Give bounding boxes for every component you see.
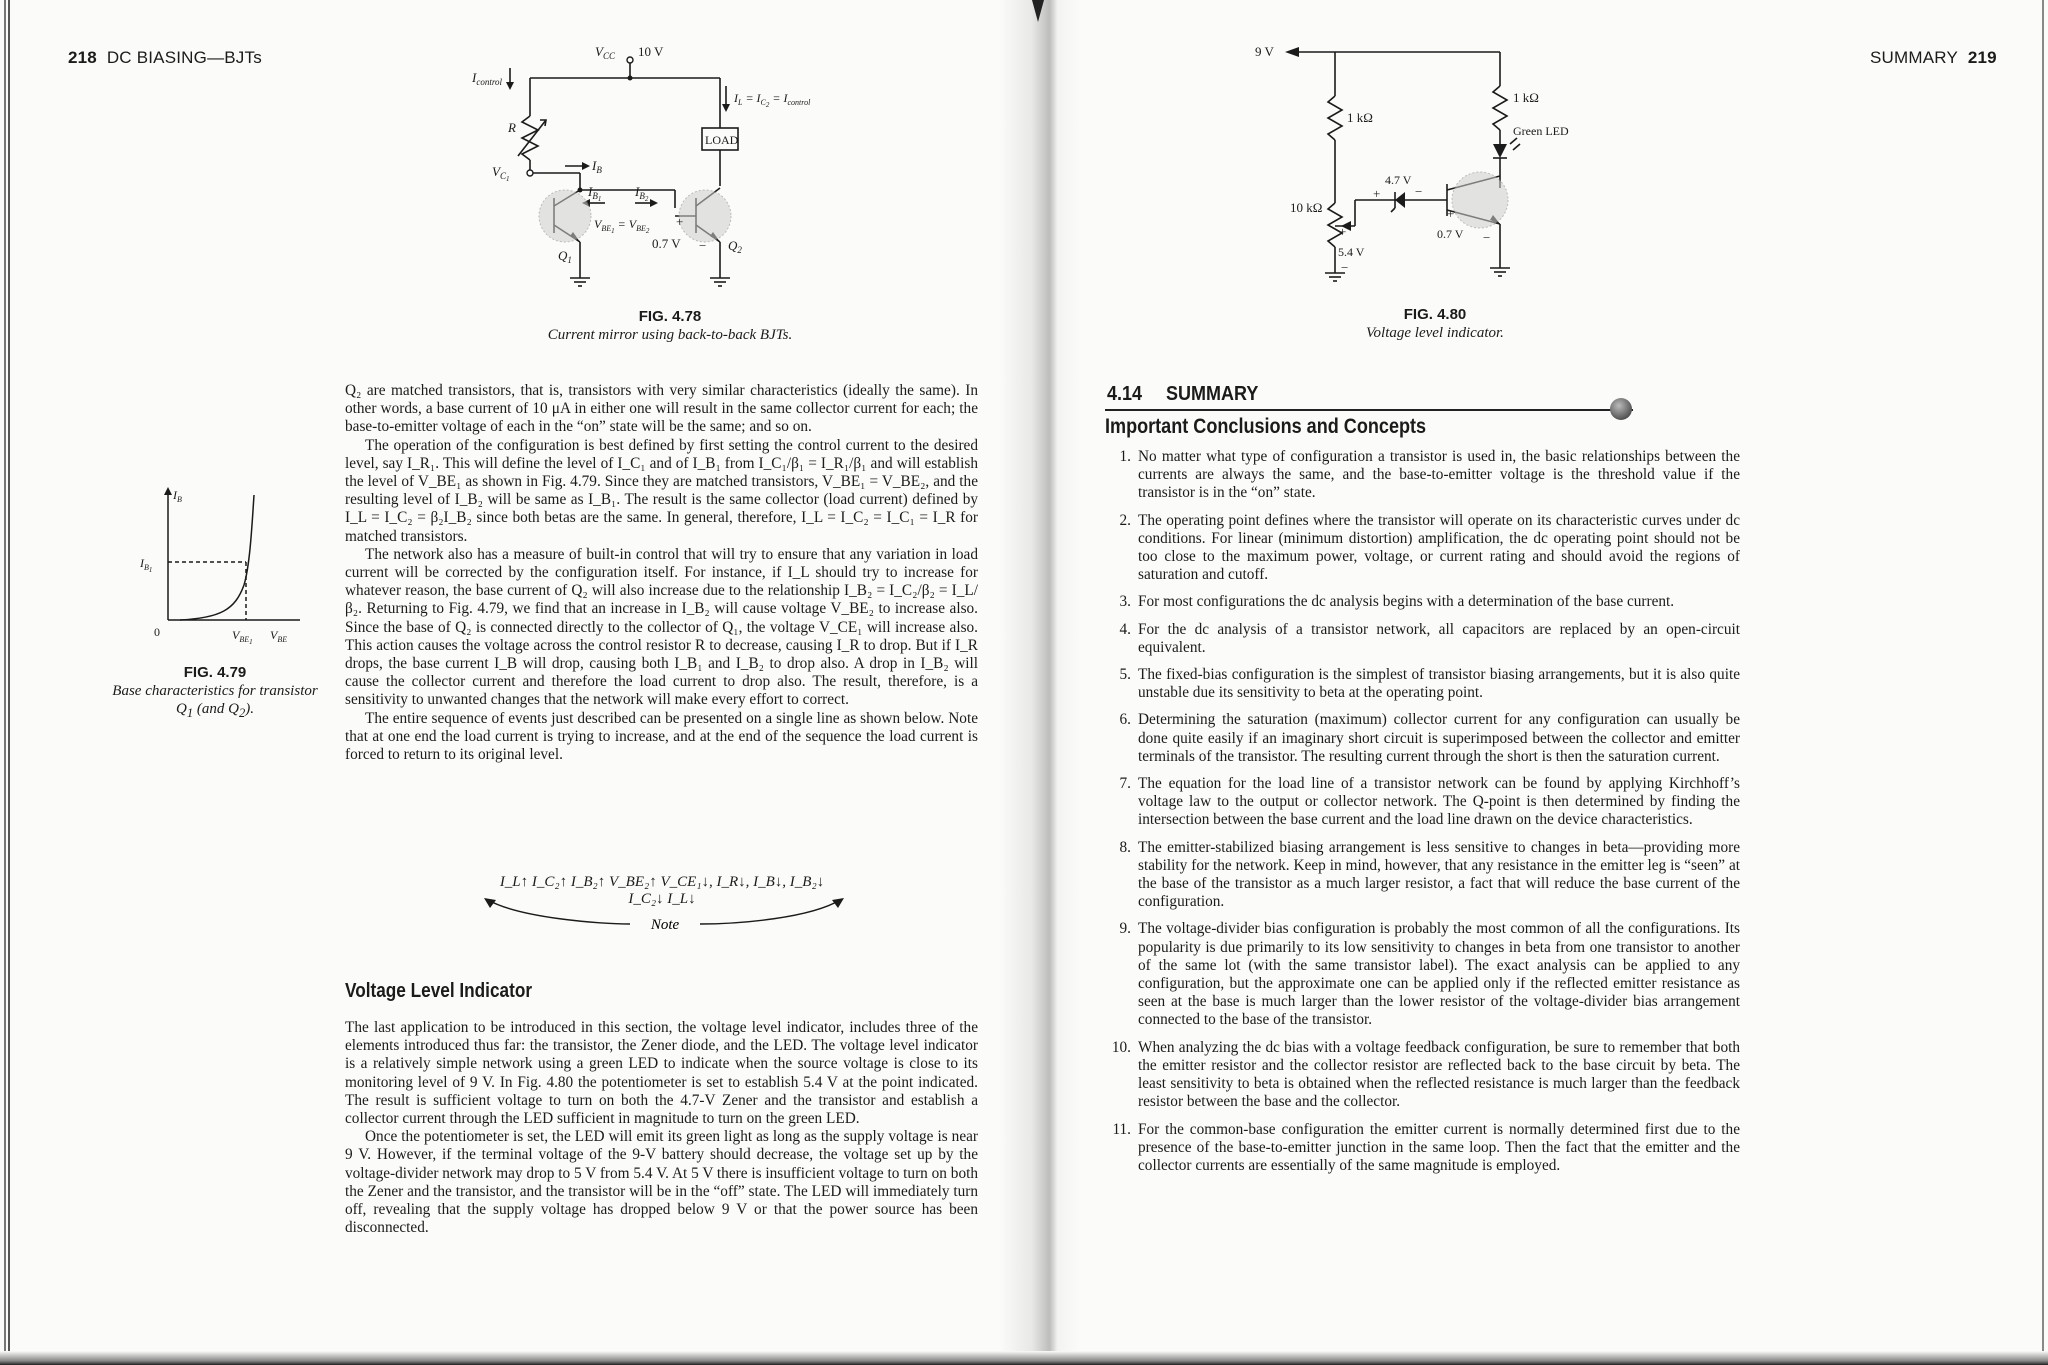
conclusion-number: 1. xyxy=(1119,448,1131,465)
fig80-v07-label: 0.7 V xyxy=(1437,227,1464,241)
fig-4-78-caption xyxy=(470,308,870,344)
fig80-vbe-plus: + xyxy=(1447,206,1455,221)
fig-4-79-base-characteristics xyxy=(140,485,305,650)
fig80-supply-label: 9 V xyxy=(1255,44,1274,59)
fig-4-78-current-mirror xyxy=(470,38,870,298)
fig80-zener-plus: + xyxy=(1373,186,1381,201)
summary-section-number: 4.14 xyxy=(1106,383,1142,405)
fig78-ib1-label: I xyxy=(588,184,593,199)
conclusion-text: The voltage-divider bias configuration is probably the most common of all the configurations. Its popularity is due primarily to its low sensitivity to changes in beta from one transistor to another of the same lot (with the same transistor label). The exact analysis can be applied to any configuration, but the approximate one can be applied only if the reflected emitter resistance as seen at the base is much larger than the lower resistor of the voltage-divider bias arrangement connected to the base of the transistor. xyxy=(1138,920,1740,1029)
conclusion-number: 2. xyxy=(1119,511,1131,529)
svg-text:VC1: $V_C1$ xyxy=(492,164,510,183)
left-running-header xyxy=(68,48,262,68)
paragraph-builtin-control: The network also has a measure of built-in control that will try to ensure that any variation in load current will be corrected by the configuration itself. For instance, if I_L should try to increase for whatever reason, the base current of Q₂ will also increase due to the relationship I_B₂ = I_C₂/β₂ = I_L/β₂. Returning to Fig. 4.79, we find that an increase in I_B₂ will cause voltage V_BE₂ to increase also. Since the base of Q₂ is connected directly to the collector of Q₁, the voltage V_CE₁ will increase also. This action causes the voltage across the control resistor R to decrease, causing I_R to drop. But if I_R drops, the base current I_B will drop, causing both I_B₁ and I_B₂ to drop also. A drop in I_B₂ will cause the collector current and therefore the load current to drop also. The result, therefore, is a sensitivity to unwanted changes that the network will make every effort to correct. xyxy=(345,545,978,709)
fig-4-80-voltage-level-indicator xyxy=(1255,38,1615,298)
fig-4-79-caption xyxy=(90,664,340,722)
fig78-vbe-eq: V xyxy=(594,217,602,231)
fig80-r-top-right: 1 kΩ xyxy=(1513,90,1539,105)
svg-text:IB2: $I_B2$ xyxy=(635,184,649,203)
right-page-number: 219 xyxy=(1967,48,1997,67)
svg-text:Icontrol: $I_{control}$ xyxy=(472,70,503,87)
fig-4-79-caption-line2: $Q_1$ (and $Q_2$). xyxy=(176,701,254,720)
fig78-icontrol-label: I xyxy=(472,70,477,85)
svg-text:IB: $I_B$ xyxy=(173,488,182,504)
conclusion-text: For the dc analysis of a transistor network, all capacitors are replaced by an open-circuit equivalent. xyxy=(1138,620,1740,656)
summary-section-title xyxy=(1105,383,1633,411)
conclusion-number: 7. xyxy=(1119,775,1131,793)
fig79-origin: 0 xyxy=(154,625,160,639)
conclusion-item xyxy=(1105,593,1740,611)
conclusion-number: 11. xyxy=(1112,1120,1131,1138)
fig80-v54-plus: + xyxy=(1339,224,1347,239)
fig78-q2: Q xyxy=(728,238,738,253)
fig78-r-label: R xyxy=(508,120,516,135)
conclusion-text: Determining the saturation (maximum) collector current for any configuration can usually be done quite easily if an imaginary short circuit is superimposed between the collector and emitter terminals of the transistor. The resulting current through the short is then the saturation current. xyxy=(1138,711,1740,765)
paragraph-matched-transistors: Q₂ are matched transistors, that is, transistors with very similar characteristics (ideally the same). In other words, a base current of 10 μA in either one will result in the same collector current for each; the base-to-emitter voltage of each in the “on” state will be the same; and so on. xyxy=(345,382,978,436)
fig80-led-label: Green LED xyxy=(1513,124,1569,138)
fig78-ib2-label: I xyxy=(635,184,640,199)
conclusion-item xyxy=(1105,621,1740,657)
fig78-v07: 0.7 V xyxy=(652,236,681,251)
conclusion-text: The operating point defines where the transistor will operate on its characteristic curves under dc conditions. For linear (minimum distortion) amplification, the dc operating point should not be too close to the maximum power, voltage, or current rating and should avoid the regions of saturation and cutoff. xyxy=(1138,511,1740,584)
conclusions-list xyxy=(1105,448,1740,1184)
conclusion-number: 5. xyxy=(1119,666,1131,684)
fig80-zener-minus: − xyxy=(1415,184,1423,199)
paragraph-vli-intro: The last application to be introduced in this section, the voltage level indicator, includes three of the elements introduced thus far: the transistor, the Zener diode, and the LED. The voltage level indicator is a relatively simple network using a green LED to indicate when the source voltage is close to its monitoring level of 9 V. In Fig. 4.80 the potentiometer is set to establish 5.4 V at the point indicated. The result is sufficient voltage to turn on both the 4.7-V Zener and the transistor and establish a collector current through the LED sufficient in magnitude to turn on the green LED. xyxy=(345,1019,978,1128)
conclusion-item xyxy=(1105,448,1740,503)
fig-4-80-caption xyxy=(1255,306,1615,342)
conclusion-number: 3. xyxy=(1119,593,1131,611)
fig78-plus: + xyxy=(676,214,684,229)
fig80-zener-label: 4.7 V xyxy=(1385,173,1412,187)
fig80-v54-minus: − xyxy=(1341,260,1349,275)
svg-text:IB: $I_B$ xyxy=(592,158,602,175)
vli-body-text xyxy=(345,1019,978,1237)
fig79-ib1-label: I xyxy=(140,556,144,570)
fig78-vcc-value: 10 V xyxy=(638,44,664,59)
svg-text:IB1: $I_B1$ xyxy=(140,556,153,574)
fig-4-78-caption-text: Current mirror using back-to-back BJTs. xyxy=(547,327,793,343)
fig80-pot-label: 10 kΩ xyxy=(1290,200,1323,215)
paragraph-operation: The operation of the configuration is best defined by first setting the control current to the desired level, say I_R₁. This will define the level of I_C₁ and of I_B₁ from I_C₁/β₁ = I_R₁/β₁ and will establish the level of V_BE₁ as shown in Fig. 4.79. Since they are matched transistors, V_BE₁ = V_BE₂, and the resulting level of I_B₂ will be same as I_B₁. The result is the same collector (load current) defined by I_L = I_C₂ = β₂I_B₂ since both betas are the same. In general, therefore, I_L = I_C₂ = I_C₁ = I_R for matched transistors. xyxy=(345,436,978,545)
left-body-text xyxy=(345,382,978,764)
conclusion-item xyxy=(1105,1039,1740,1112)
summary-bullet-icon xyxy=(1610,398,1632,420)
svg-text:Q1: $Q_1$ xyxy=(558,248,572,265)
svg-text:Q2: $Q_2$ xyxy=(728,238,742,255)
fig80-v54-label: 5.4 V xyxy=(1338,245,1365,259)
conclusion-text: When analyzing the dc bias with a voltage feedback configuration, be sure to remember that both the emitter resistor and the collector resistor are reflected back to the base circuit by beta. The least sensitivity to beta is obtained when the reflected resistance is much larger than the feedback resistor between the base and the collector. xyxy=(1138,1038,1740,1111)
conclusion-item xyxy=(1105,775,1740,830)
svg-text:VBE: $V_{BE}$ xyxy=(270,628,288,644)
fig78-il-eq: I xyxy=(734,91,738,105)
conclusion-item xyxy=(1105,839,1740,912)
svg-text:VCC: $V_{CC}$ xyxy=(595,44,615,61)
fig79-vbe-label: V xyxy=(270,628,278,642)
conclusion-item xyxy=(1105,1121,1740,1176)
fig78-vcc-label: V xyxy=(595,44,603,59)
summary-subheading: Important Conclusions and Concepts xyxy=(1105,415,1427,438)
conclusion-item xyxy=(1105,711,1740,766)
fig80-vbe-minus: − xyxy=(1483,230,1491,245)
fig79-ib-label: I xyxy=(173,488,177,502)
section-heading-voltage-level-indicator: Voltage Level Indicator xyxy=(345,980,533,1002)
svg-text:IL = IC2 = Icontrol: $I_L = I_C2 = I_{control}$ xyxy=(734,91,811,109)
conclusion-item xyxy=(1105,512,1740,585)
svg-text:IB1: $I_B1$ xyxy=(588,184,602,203)
fig-4-80-label: FIG. 4.80 xyxy=(1403,306,1467,323)
sequence-note-arrow xyxy=(480,896,850,936)
conclusion-number: 8. xyxy=(1119,838,1131,856)
left-running-title: DC BIASING—BJTs xyxy=(106,48,262,67)
fig78-vc1-label: V xyxy=(492,164,500,179)
note-label: Note xyxy=(650,917,680,933)
conclusion-text: The emitter-stabilized biasing arrangement is less sensitive to changes in beta—providing more stability for the network. Keep in mind, however, that any resistance in the emitter leg is “seen” at the base of the transistor as a much larger resistor, a fact that will reduce the base current of the configuration. xyxy=(1138,838,1740,911)
paragraph-sequence: The entire sequence of events just described can be presented on a single line as shown below. Note that at one end the load current is trying to increase, and at the end of the sequence the load current is forced to return to its original level. xyxy=(345,709,978,764)
book-edge-right xyxy=(2042,0,2044,1365)
right-running-title: SUMMARY xyxy=(1870,48,1958,67)
fig-4-78-label: FIG. 4.78 xyxy=(638,308,702,325)
summary-section-label: SUMMARY xyxy=(1165,383,1259,405)
fig78-load: LOAD xyxy=(705,133,739,147)
conclusion-number: 9. xyxy=(1119,920,1131,938)
conclusion-text: The equation for the load line of a transistor network can be found by applying Kirchhoff’s voltage law to the output or collector network. The Q-point is then determined by finding the intersection between the base current and the load line drawn on the device characteristics. xyxy=(1138,775,1740,829)
left-page-number: 218 xyxy=(68,48,97,67)
conclusion-text: For most configurations the dc analysis begins with a determination of the base current. xyxy=(1138,593,1675,611)
fig78-q1: Q xyxy=(558,248,568,263)
sequence-line: I_L↑ I_C₂↑ I_B₂↑ V_BE₂↑ V_CE₁↓, I_R↓, I_B↓, I_B₂↓ I_C₂↓ I_L↓ xyxy=(499,874,825,907)
conclusion-item xyxy=(1105,920,1740,1029)
fig78-minus: − xyxy=(699,238,707,253)
svg-text:VBE1 = VBE2: $V_{BE}1 = V_{BE}2$ xyxy=(594,217,650,235)
fig80-r-top-left: 1 kΩ xyxy=(1347,110,1373,125)
book-gutter xyxy=(1000,0,1080,1365)
conclusion-number: 4. xyxy=(1119,620,1131,638)
book-bottom-edge xyxy=(0,1351,2048,1365)
conclusion-text: The fixed-bias configuration is the simplest of transistor biasing arrangements, but it is also quite unstable due its sensitivity to beta at the operating point. xyxy=(1138,666,1740,702)
conclusion-text: No matter what type of configuration a transistor is used in, the basic relationships between the currents are always the same, and the base-to-emitter voltage is the threshold value if the transistor is in the “on” state. xyxy=(1138,448,1740,502)
fig-4-79-caption-line1: Base characteristics for transistor xyxy=(112,683,318,699)
paragraph-vli-operation: Once the potentiometer is set, the LED will emit its green light as long as the supply voltage is near 9 V. However, if the terminal voltage of the 9-V battery should decrease, the voltage set up by the voltage-divider network may drop to 5 V from 5.4 V. At 5 V there is insufficient voltage to turn on both the Zener and the transistor, and the transistor will be in the “off” state. The LED will immediately turn off, revealing that the supply voltage has dropped below 9 V or that the power source has been disconnected. xyxy=(345,1128,978,1237)
conclusion-text: For the common-base configuration the emitter current is normally determined first due to the presence of the base-to-emitter junction in the same loop. Then the fact that the emitter and the collector currents are essentially of the same magnitude is employed. xyxy=(1138,1120,1740,1174)
fig79-vbe1-label: V xyxy=(232,628,240,642)
conclusion-number: 10. xyxy=(1111,1038,1131,1056)
right-running-header xyxy=(1870,48,1997,68)
conclusion-item xyxy=(1105,666,1740,702)
svg-text:VBE1: $V_{BE}1$ xyxy=(232,628,253,646)
fig78-ib-label: I xyxy=(592,158,597,173)
conclusion-number: 6. xyxy=(1119,711,1131,729)
book-edge-left-line xyxy=(4,0,6,1365)
fig-4-80-caption-text: Voltage level indicator. xyxy=(1366,325,1504,341)
fig-4-79-label: FIG. 4.79 xyxy=(183,664,247,681)
